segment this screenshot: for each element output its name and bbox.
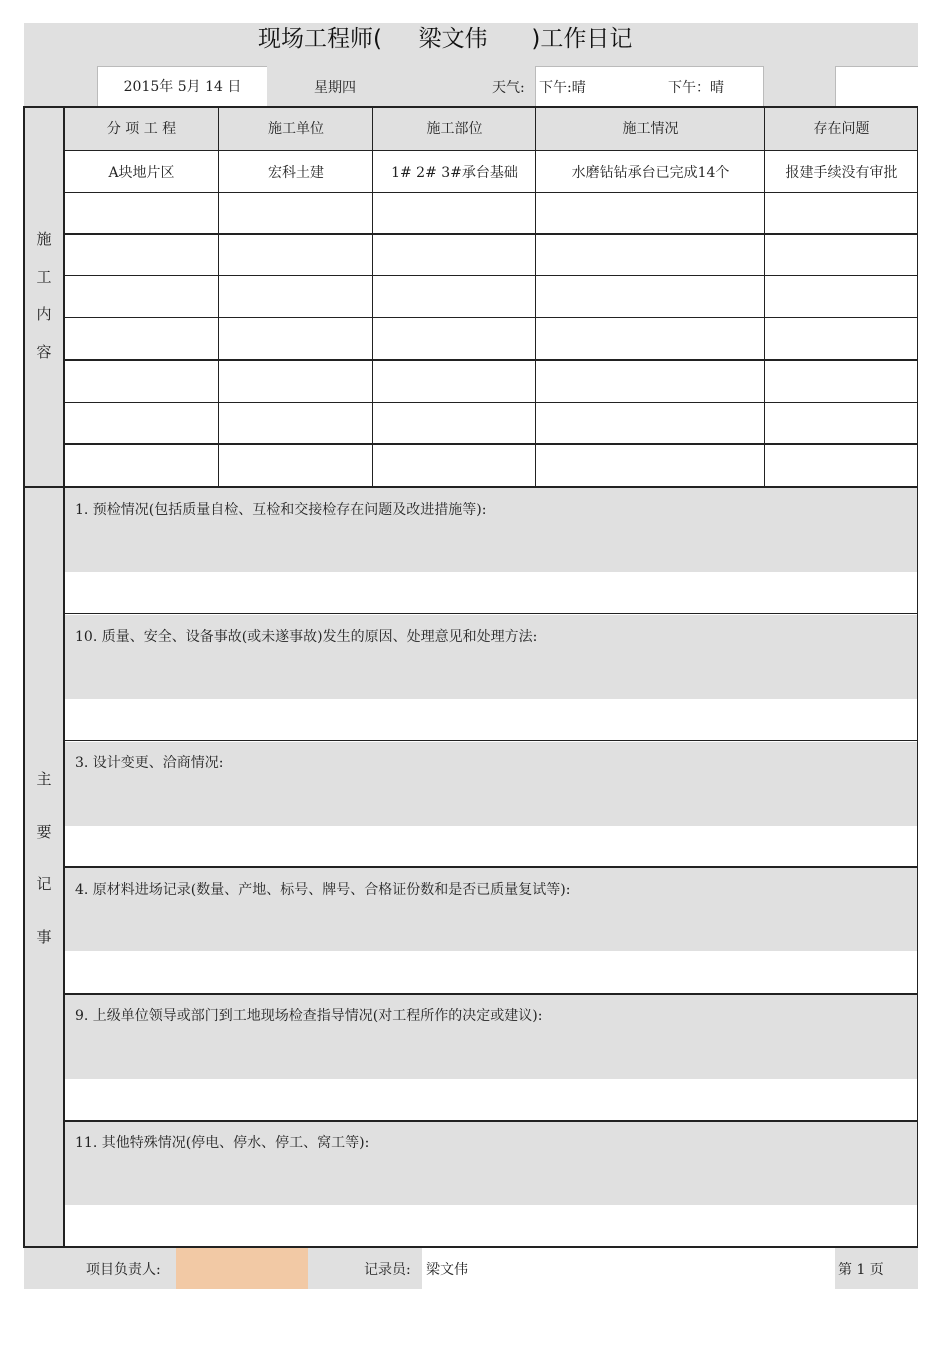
header-blank-cell[interactable]	[835, 66, 918, 107]
side-char: 容	[36, 342, 52, 361]
col-header-unit: 施工单位	[268, 121, 324, 137]
grid-line	[64, 866, 918, 868]
side-char: 要	[36, 822, 52, 841]
grid-line	[372, 107, 373, 487]
grid-line	[24, 106, 918, 108]
table-cell[interactable]: 报建手续没有审批	[785, 164, 898, 181]
page-number: 第 1 页	[838, 1262, 884, 1278]
date-value: 2015年 5月 14 日	[123, 79, 242, 95]
table-cell[interactable]: 水磨钻钻承台已完成14个	[571, 164, 730, 181]
construction-side-label	[24, 228, 64, 378]
grid-line	[64, 233, 918, 235]
grid-line	[64, 1120, 918, 1122]
col-header-status: 施工情况	[622, 121, 679, 137]
page-title: 现场工程师( 梁文伟 )工作日记	[258, 26, 633, 52]
record-section-input[interactable]	[64, 1079, 918, 1121]
record-section-input[interactable]	[64, 951, 918, 994]
side-char: 工	[36, 267, 52, 286]
grid-line	[64, 402, 918, 403]
record-section-label: 9. 上级单位领导或部门到工地现场检查指导情况(对工程所作的决定或建议):	[75, 1008, 543, 1024]
record-section-input[interactable]	[64, 699, 918, 741]
grid-line	[64, 359, 918, 361]
weekday-label: 星期四	[314, 80, 356, 96]
manager-field[interactable]	[176, 1248, 308, 1289]
record-section-label: 3. 设计变更、洽商情况:	[75, 755, 224, 771]
grid-line	[764, 107, 765, 487]
recorder-label: 记录员:	[364, 1262, 411, 1278]
col-header-issues: 存在问题	[813, 121, 870, 137]
col-header-location: 施工部位	[426, 121, 483, 137]
record-section-input[interactable]	[64, 826, 918, 867]
table-cell[interactable]: A块地片区	[108, 164, 175, 181]
grid-line	[64, 192, 918, 193]
recorder-field[interactable]	[422, 1248, 835, 1289]
col-header-item: 分 项 工 程	[106, 121, 177, 137]
grid-line	[64, 150, 918, 151]
grid-line	[63, 106, 65, 1248]
grid-line	[64, 740, 918, 741]
grid-line	[218, 107, 219, 487]
grid-line	[64, 993, 918, 995]
grid-line	[23, 106, 25, 1248]
weather-am: 下午:晴	[539, 80, 586, 96]
grid-line	[535, 107, 536, 487]
side-char: 主	[36, 770, 52, 788]
record-section-label: 10. 质量、安全、设备事故(或未遂事故)发生的原因、处理意见和处理方法:	[75, 629, 538, 645]
side-char: 记	[36, 875, 52, 893]
side-char: 施	[36, 230, 52, 248]
manager-label: 项目负责人:	[86, 1262, 161, 1278]
table-cell[interactable]: 宏科土建	[268, 164, 324, 181]
records-side-label	[24, 768, 64, 978]
record-section-label: 11. 其他特殊情况(停电、停水、停工、窝工等):	[75, 1135, 370, 1151]
grid-line	[64, 317, 918, 318]
grid-line	[64, 613, 918, 614]
grid-line	[917, 106, 918, 1248]
weather-pm: 下午：晴	[668, 80, 724, 96]
record-section-label: 1. 预检情况(包括质量自检、互检和交接检存在问题及改进措施等):	[75, 502, 487, 518]
grid-line	[64, 275, 918, 276]
date-field[interactable]	[97, 66, 267, 107]
side-char: 事	[36, 927, 52, 946]
table-cell[interactable]: 1# 2# 3#承台基础	[391, 164, 518, 181]
recorder-value: 梁文伟	[426, 1262, 468, 1278]
grid-line	[64, 443, 918, 445]
weather-label: 天气:	[492, 80, 525, 96]
record-section-input[interactable]	[64, 1205, 918, 1246]
record-section-label: 4. 原材料进场记录(数量、产地、标号、牌号、合格证份数和是否已质量复试等):	[75, 882, 571, 898]
side-char: 内	[36, 305, 52, 323]
record-section-input[interactable]	[64, 572, 918, 614]
